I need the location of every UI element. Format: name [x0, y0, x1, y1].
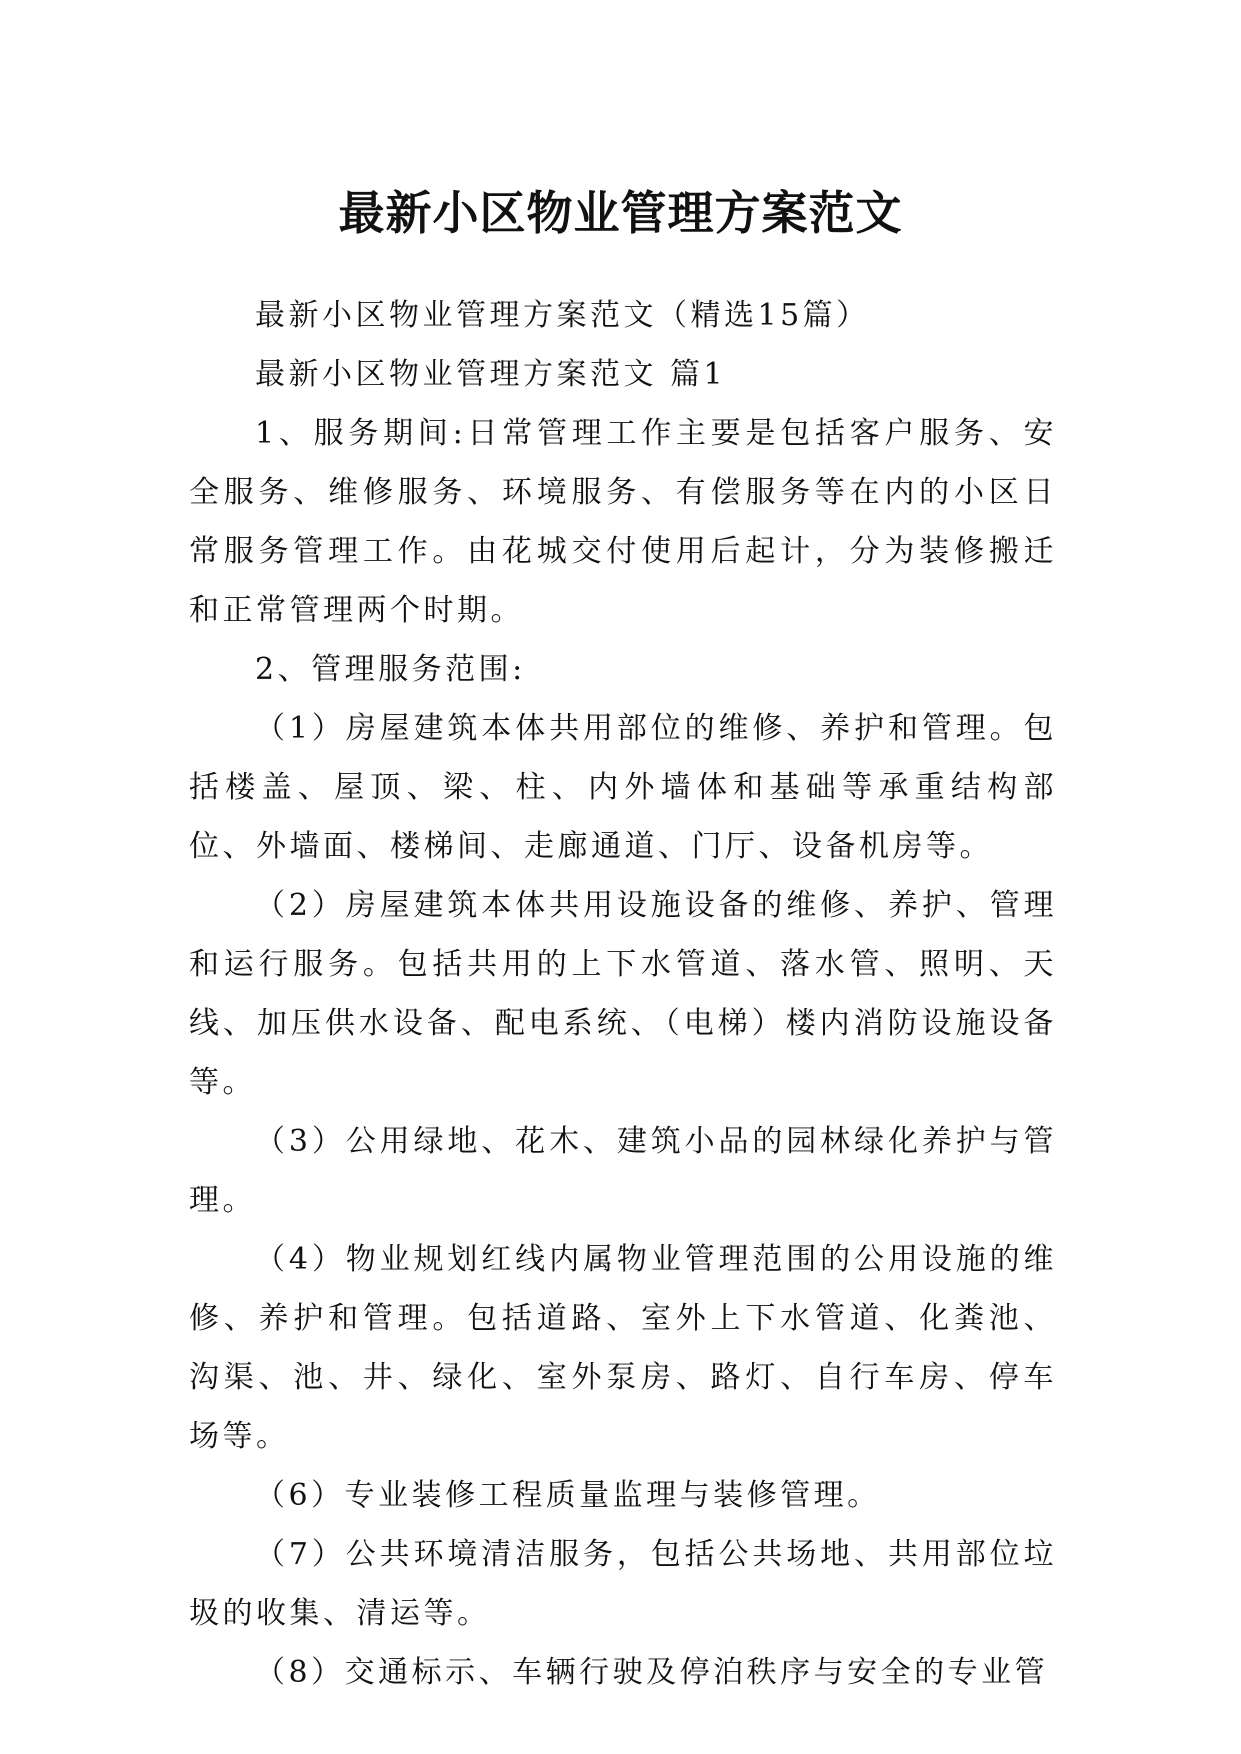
paragraph-item-3: （3）公用绿地、花木、建筑小品的园林绿化养护与管理。 [189, 1124, 1057, 1218]
paragraph-section-heading: 最新小区物业管理方案范文 篇1 [255, 357, 727, 392]
paragraph-item-6: （6）专业装修工程质量监理与装修管理。 [255, 1478, 881, 1513]
document-body [189, 286, 1057, 1702]
paragraph-subtitle: 最新小区物业管理方案范文（精选15篇） [255, 298, 870, 333]
paragraph-item-8: （8）交通标示、车辆行驶及停泊秩序与安全的专业管 [255, 1655, 1049, 1690]
paragraph-item-7: （7）公共环境清洁服务，包括公共场地、共用部位垃圾的收集、清运等。 [189, 1537, 1057, 1631]
paragraph-service-scope: 2、管理服务范围: [255, 652, 526, 687]
paragraph-item-4: （4）物业规划红线内属物业管理范围的公用设施的维修、养护和管理。包括道路、室外上下水管道、化粪池、沟渠、池、井、绿化、室外泵房、路灯、自行车房、停车场等。 [189, 1242, 1057, 1454]
paragraph-service-period: 1、服务期间:日常管理工作主要是包括客户服务、安全服务、维修服务、环境服务、有偿服务等在内的小区日常服务管理工作。由花城交付使用后起计，分为装修搬迁和正常管理两个时期。 [189, 416, 1057, 628]
paragraph-item-2: （2）房屋建筑本体共用设施设备的维修、养护、管理和运行服务。包括共用的上下水管道、落水管、照明、天线、加压供水设备、配电系统、（电梯）楼内消防设施设备等。 [189, 888, 1057, 1100]
document-title: 最新小区物业管理方案范文 [338, 185, 903, 240]
paragraph-item-1: （1）房屋建筑本体共用部位的维修、养护和管理。包括楼盖、屋顶、梁、柱、内外墙体和基础等承重结构部位、外墙面、楼梯间、走廊通道、门厅、设备机房等。 [189, 711, 1057, 864]
